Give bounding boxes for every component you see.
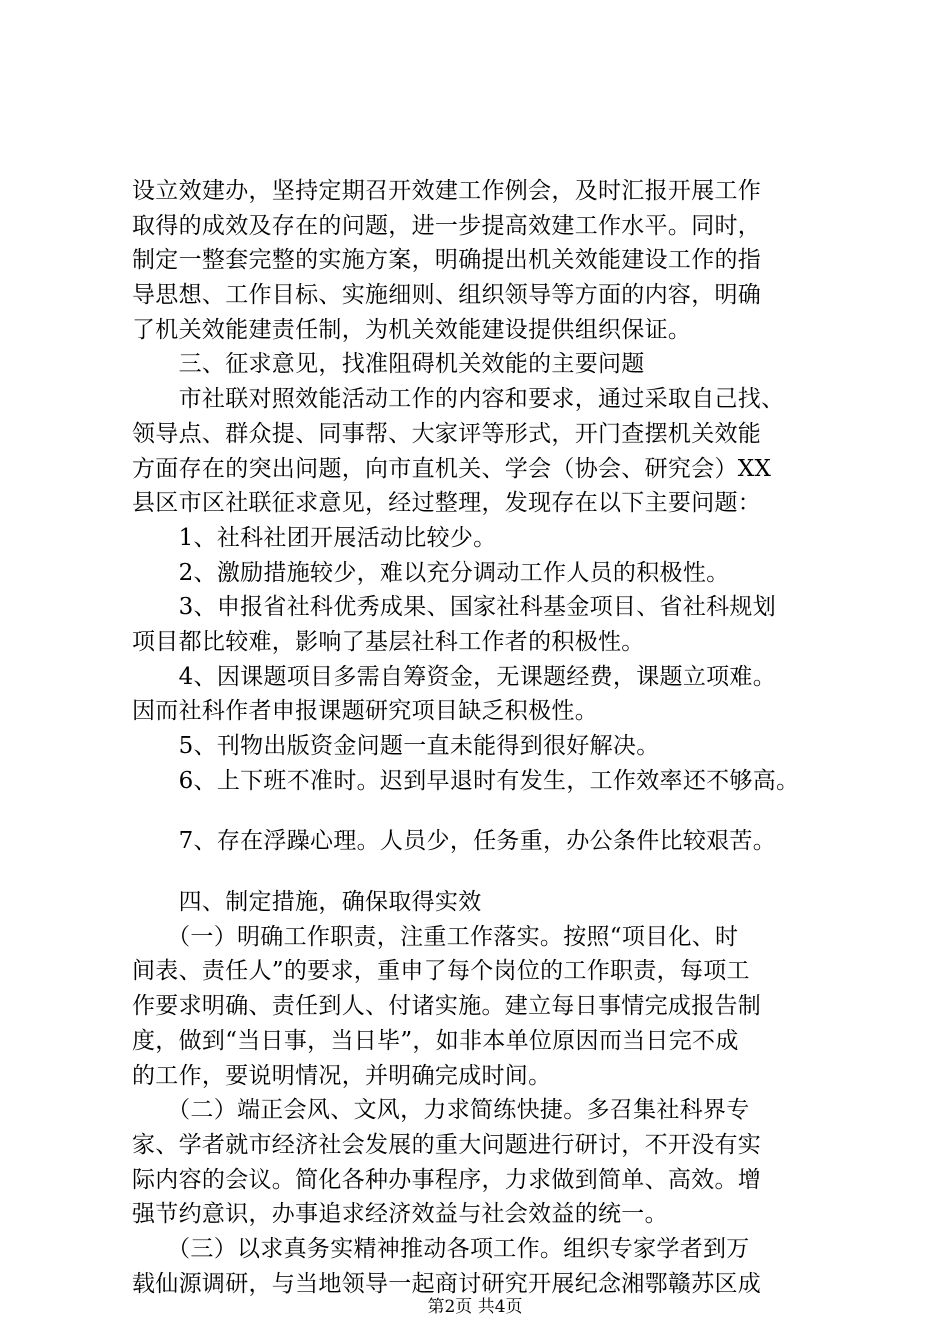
list-item: 2、激励措施较少，难以充分调动工作人员的积极性。 [132, 559, 730, 586]
list-item: 1、社科社团开展活动比较少。 [132, 524, 497, 551]
list-item: 5、刊物出版资金问题一直未能得到很好解决。 [132, 733, 660, 759]
text-line: 间表、责任人”的要求，重申了每个岗位的工作职责，每项工 [132, 958, 750, 985]
text-line: 项目都比较难，影响了基层社科工作者的积极性。 [132, 628, 645, 655]
text-line: 设立效建办，坚持定期召开效建工作例会，及时汇报开展工作 [132, 178, 762, 204]
text-line: 强节约意识，办事追求经济效益与社会效益的统一。 [132, 1201, 668, 1228]
text-line: 了机关效能建责任制，为机关效能建设提供组织保证。 [132, 316, 692, 343]
text-line: 际内容的会议。简化各种办事程序，力求做到简单、高效。增 [132, 1166, 762, 1193]
paragraph-gap [132, 798, 842, 824]
text-line: 作要求明确、责任到人、付诸实施。建立每日事情完成报告制 [132, 993, 762, 1020]
text-line: 领导点、群众提、同事帮、大家评等形式，开门查摆机关效能 [132, 420, 762, 447]
paragraph-gap [132, 859, 842, 885]
text-line: 导思想、工作目标、实施细则、组织领导等方面的内容，明确 [132, 282, 762, 309]
list-item: 3、申报省社科优秀成果、国家社科基金项目、省社科规划 [132, 594, 777, 621]
text-line: （二）端正会风、文风，力求简练快捷。多召集社科界专 [132, 1097, 750, 1124]
section-heading: 四、制定措施，确保取得实效 [132, 889, 482, 916]
text-line: 制定一整套完整的实施方案，明确提出机关效能建设工作的指 [132, 247, 762, 274]
page-footer: 第2页 共4页 [427, 1297, 523, 1317]
text-line: 取得的成效及存在的问题，进一步提高效建工作水平。同时， [132, 212, 762, 239]
text-line: 因而社科作者申报课题研究项目缺乏积极性。 [132, 698, 598, 725]
document-body [132, 174, 842, 1301]
text-line: 度，做到“当日事，当日毕”，如非本单位原因而当日完不成 [132, 1027, 739, 1054]
list-item: 6、上下班不准时。迟到早退时有发生，工作效率还不够高。 [132, 767, 800, 794]
text-line: （一）明确工作职责，注重工作落实。按照“项目化、时 [132, 923, 739, 950]
text-line: 的工作，要说明情况，并明确完成时间。 [132, 1062, 552, 1089]
text-line: 县区市区社联征求意见，经过整理，发现存在以下主要问题： [132, 490, 762, 517]
list-item: 7、存在浮躁心理。人员少，任务重，办公条件比较艰苦。 [132, 828, 777, 855]
section-heading: 三、征求意见，找准阻碍机关效能的主要问题 [132, 351, 645, 378]
text-line: 载仙源调研，与当地领导一起商讨研究开展纪念湘鄂赣苏区成 [132, 1270, 762, 1297]
text-line: （三）以求真务实精神推动各项工作。组织专家学者到万 [132, 1235, 750, 1262]
text-line: 方面存在的突出问题，向市直机关、学会（协会、研究会）XX [132, 455, 772, 482]
list-item: 4、因课题项目多需自筹资金，无课题经费，课题立项难。 [132, 663, 777, 690]
text-line: 市社联对照效能活动工作的内容和要求，通过采取自己找、 [132, 386, 785, 413]
text-line: 家、学者就市经济社会发展的重大问题进行研讨，不开没有实 [132, 1131, 762, 1158]
